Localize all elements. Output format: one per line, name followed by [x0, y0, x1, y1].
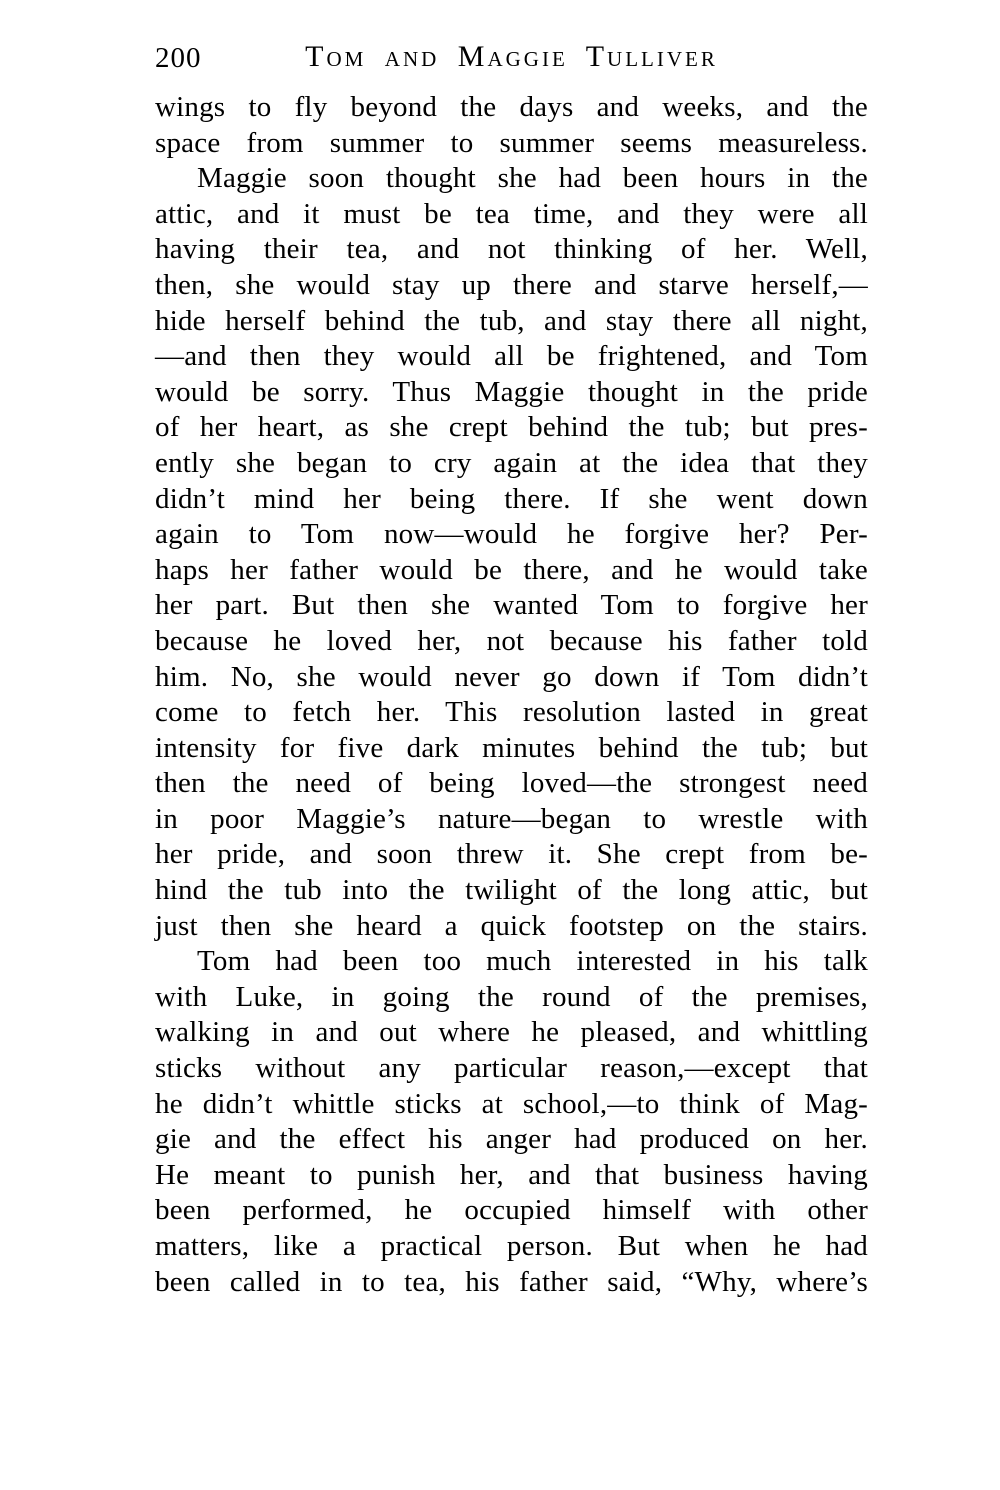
text-line: he didn’t whittle sticks at school,—to think of Mag- — [155, 1087, 868, 1120]
text-line: come to fetch her. This resolution lasted in great — [155, 696, 868, 729]
text-line: been called in to tea, his father said, “Why, where’s — [155, 1265, 868, 1298]
text-line: just then she heard a quick footstep on the stairs. — [155, 909, 868, 942]
text-line: him. No, she would never go down if Tom didn’t — [155, 660, 868, 693]
text-line: ently she began to cry again at the idea that they — [155, 446, 868, 479]
text-line: haps her father would be there, and he would take — [155, 553, 868, 586]
text-line: would be sorry. Thus Maggie thought in the pride — [155, 375, 868, 408]
page-header — [155, 40, 868, 74]
text-line: space from summer to summer seems measureless. — [155, 126, 868, 159]
text-line: attic, and it must be tea time, and they were all — [155, 197, 868, 230]
text-line: having their tea, and not thinking of her. Well, — [155, 233, 868, 266]
text-line: matters, like a practical person. But when he had — [155, 1230, 868, 1262]
text-line: gie and the effect his anger had produced on her. — [155, 1123, 868, 1156]
text-line: wings to fly beyond the days and weeks, and the — [155, 91, 868, 123]
text-line: Maggie soon thought she had been hours in the — [197, 162, 868, 195]
text-line: hide herself behind the tub, and stay there all night, — [155, 304, 868, 337]
text-line: of her heart, as she crept behind the tub; but pres- — [155, 411, 868, 444]
text-line: because he loved her, not because his father told — [155, 624, 868, 657]
text-line: didn’t mind her being there. If she went down — [155, 482, 868, 515]
text-line: —and then they would all be frightened, and Tom — [155, 340, 868, 373]
text-line: her pride, and soon threw it. She crept from be- — [155, 838, 868, 871]
text-line: He meant to punish her, and that business having — [155, 1158, 868, 1191]
text-line: sticks without any particular reason,—except that — [155, 1052, 868, 1085]
text-line: been performed, he occupied himself with other — [155, 1194, 868, 1227]
text-line: hind the tub into the twilight of the long attic, but — [155, 874, 868, 907]
page-body — [155, 90, 868, 1300]
text-line: in poor Maggie’s nature—began to wrestle with — [155, 802, 868, 835]
text-line: then, she would stay up there and starve herself,— — [155, 268, 868, 301]
running-header-title: Tom and Maggie Tulliver — [305, 40, 718, 73]
text-line: her part. But then she wanted Tom to forgive her — [155, 589, 868, 622]
text-line: again to Tom now—would he forgive her? Per- — [155, 518, 868, 551]
page-number: 200 — [155, 42, 202, 74]
text-line: Tom had been too much interested in his talk — [197, 945, 868, 978]
text-line: with Luke, in going the round of the premises, — [155, 980, 868, 1013]
text-line: then the need of being loved—the strongest need — [155, 767, 868, 800]
text-line: walking in and out where he pleased, and whittling — [155, 1016, 868, 1049]
text-line: intensity for five dark minutes behind the tub; but — [155, 731, 868, 764]
